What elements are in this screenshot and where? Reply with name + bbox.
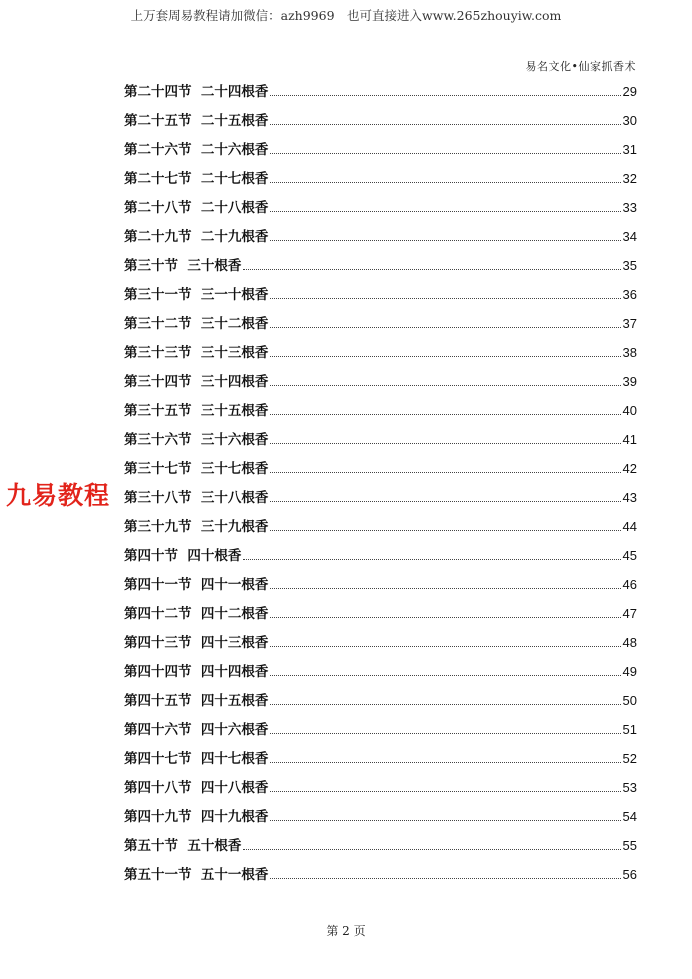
top-banner: 上万套周易教程请加微信：azh9969 也可直接进入www.265zhouyiw.com	[130, 8, 562, 23]
toc-entry-page: 48	[622, 635, 637, 650]
toc-entry-title: 第四十七节 四十七根香	[124, 751, 269, 767]
toc-entry[interactable]	[124, 457, 637, 486]
toc-entry-title: 第二十九节 二十九根香	[124, 229, 269, 245]
toc-entry-page: 36	[622, 287, 637, 302]
toc-entry[interactable]	[124, 399, 637, 428]
toc-entry-title: 第三十七节 三十七根香	[124, 461, 269, 477]
toc-entry-title: 第四十节 四十根香	[124, 548, 242, 564]
toc-leader-dots	[270, 211, 620, 212]
toc-entry[interactable]	[124, 138, 637, 167]
toc-entry[interactable]	[124, 254, 637, 283]
toc-entry[interactable]	[124, 486, 637, 515]
toc-leader-dots	[270, 95, 620, 96]
toc-entry-title: 第三十八节 三十八根香	[124, 490, 269, 506]
toc-leader-dots	[270, 617, 620, 618]
toc-entry[interactable]	[124, 341, 637, 370]
toc-entry-page: 35	[622, 258, 637, 273]
toc-leader-dots	[270, 240, 620, 241]
toc-entry-page: 56	[622, 867, 637, 882]
toc-entry-page: 32	[622, 171, 637, 186]
table-of-contents	[124, 80, 637, 892]
toc-entry-title: 第二十七节 二十七根香	[124, 171, 269, 187]
toc-entry-page: 34	[622, 229, 637, 244]
toc-entry[interactable]	[124, 515, 637, 544]
toc-entry[interactable]	[124, 863, 637, 892]
toc-entry[interactable]	[124, 776, 637, 805]
toc-leader-dots	[270, 327, 620, 328]
toc-leader-dots	[243, 559, 620, 560]
toc-entry-title: 第四十五节 四十五根香	[124, 693, 269, 709]
toc-entry[interactable]	[124, 805, 637, 834]
toc-entry-title: 第三十二节 三十二根香	[124, 316, 269, 332]
toc-entry-title: 第二十六节 二十六根香	[124, 142, 269, 158]
toc-leader-dots	[270, 472, 620, 473]
toc-entry-title: 第四十六节 四十六根香	[124, 722, 269, 738]
toc-entry-title: 第五十一节 五十一根香	[124, 867, 269, 883]
toc-entry[interactable]	[124, 80, 637, 109]
toc-entry[interactable]	[124, 283, 637, 312]
toc-leader-dots	[270, 124, 620, 125]
toc-leader-dots	[270, 675, 620, 676]
toc-entry-page: 49	[622, 664, 637, 679]
toc-entry-title: 第二十五节 二十五根香	[124, 113, 269, 129]
toc-entry[interactable]	[124, 544, 637, 573]
toc-entry[interactable]	[124, 602, 637, 631]
toc-entry-title: 第四十四节 四十四根香	[124, 664, 269, 680]
toc-leader-dots	[270, 356, 620, 357]
toc-entry[interactable]	[124, 428, 637, 457]
document-header: 易名文化•仙家抓香术	[525, 60, 636, 73]
toc-entry-title: 第四十九节 四十九根香	[124, 809, 269, 825]
toc-entry-page: 47	[622, 606, 637, 621]
toc-entry-title: 第三十一节 三一十根香	[124, 287, 269, 303]
toc-entry-page: 31	[622, 142, 637, 157]
toc-entry[interactable]	[124, 747, 637, 776]
toc-entry[interactable]	[124, 196, 637, 225]
toc-leader-dots	[270, 820, 620, 821]
toc-entry-title: 第四十八节 四十八根香	[124, 780, 269, 796]
toc-entry[interactable]	[124, 718, 637, 747]
toc-leader-dots	[270, 530, 620, 531]
watermark: 九易教程	[6, 481, 111, 510]
toc-entry-title: 第三十六节 三十六根香	[124, 432, 269, 448]
toc-entry[interactable]	[124, 834, 637, 863]
toc-entry[interactable]	[124, 573, 637, 602]
toc-entry-page: 46	[622, 577, 637, 592]
toc-entry-title: 第四十三节 四十三根香	[124, 635, 269, 651]
toc-leader-dots	[270, 704, 620, 705]
toc-entry-title: 第二十四节 二十四根香	[124, 84, 269, 100]
toc-leader-dots	[270, 762, 620, 763]
toc-entry-page: 42	[622, 461, 637, 476]
toc-entry[interactable]	[124, 689, 637, 718]
toc-leader-dots	[270, 501, 620, 502]
toc-leader-dots	[270, 298, 620, 299]
toc-entry-page: 55	[622, 838, 637, 853]
toc-entry-page: 37	[622, 316, 637, 331]
toc-entry[interactable]	[124, 109, 637, 138]
toc-entry-title: 第四十二节 四十二根香	[124, 606, 269, 622]
toc-entry-title: 第三十三节 三十三根香	[124, 345, 269, 361]
toc-entry-page: 33	[622, 200, 637, 215]
toc-leader-dots	[270, 878, 620, 879]
toc-entry-title: 第三十四节 三十四根香	[124, 374, 269, 390]
toc-leader-dots	[270, 443, 620, 444]
toc-leader-dots	[270, 733, 620, 734]
page-number-footer: 第 2 页	[326, 924, 366, 938]
toc-leader-dots	[270, 588, 620, 589]
toc-entry-page: 29	[622, 84, 637, 99]
toc-entry-page: 43	[622, 490, 637, 505]
toc-entry-title: 第三十节 三十根香	[124, 258, 242, 274]
toc-leader-dots	[270, 646, 620, 647]
toc-entry[interactable]	[124, 660, 637, 689]
toc-entry-title: 第二十八节 二十八根香	[124, 200, 269, 216]
toc-entry-title: 第四十一节 四十一根香	[124, 577, 269, 593]
toc-entry[interactable]	[124, 225, 637, 254]
toc-entry-page: 52	[622, 751, 637, 766]
toc-entry-title: 第三十九节 三十九根香	[124, 519, 269, 535]
toc-entry-page: 40	[622, 403, 637, 418]
toc-entry-page: 39	[622, 374, 637, 389]
toc-leader-dots	[243, 269, 620, 270]
toc-leader-dots	[270, 385, 620, 386]
toc-leader-dots	[270, 791, 620, 792]
toc-entry-page: 44	[622, 519, 637, 534]
toc-leader-dots	[243, 849, 620, 850]
toc-entry-title: 第三十五节 三十五根香	[124, 403, 269, 419]
toc-entry[interactable]	[124, 312, 637, 341]
toc-entry-page: 51	[622, 722, 637, 737]
toc-leader-dots	[270, 182, 620, 183]
toc-leader-dots	[270, 414, 620, 415]
toc-entry-title: 第五十节 五十根香	[124, 838, 242, 854]
toc-entry-page: 54	[622, 809, 637, 824]
toc-entry[interactable]	[124, 370, 637, 399]
toc-entry-page: 45	[622, 548, 637, 563]
toc-entry-page: 41	[622, 432, 637, 447]
toc-entry-page: 50	[622, 693, 637, 708]
toc-leader-dots	[270, 153, 620, 154]
toc-entry-page: 38	[622, 345, 637, 360]
toc-entry-page: 53	[622, 780, 637, 795]
toc-entry[interactable]	[124, 631, 637, 660]
toc-entry-page: 30	[622, 113, 637, 128]
toc-entry[interactable]	[124, 167, 637, 196]
